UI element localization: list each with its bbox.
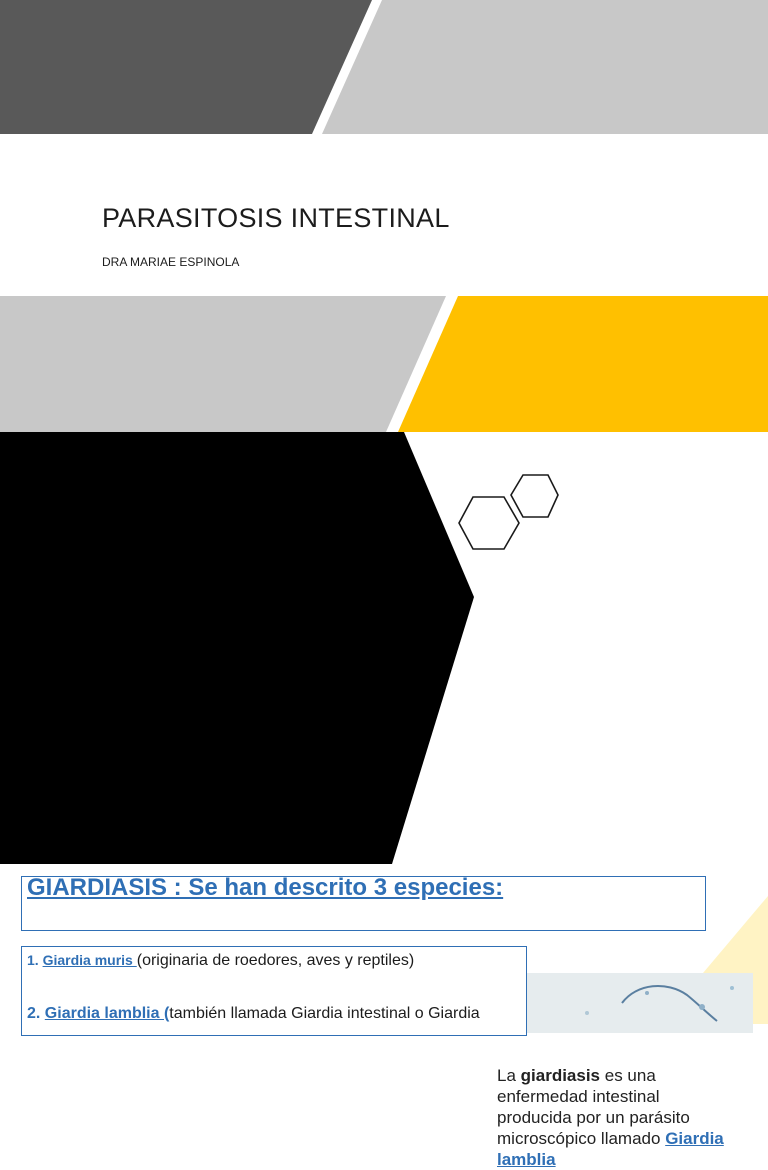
species-heading: GIARDIASIS : Se han descrito 3 especies:	[27, 874, 504, 901]
giardia-lamblia-species-link[interactable]: Giardia lamblia (	[44, 1005, 170, 1022]
hexagon-large	[459, 497, 519, 549]
giardia-muris-link[interactable]: Giardia muris	[42, 952, 137, 968]
light-gray-band-bottom	[0, 296, 446, 432]
black-panel	[0, 432, 474, 864]
item-number: 2.	[27, 1005, 45, 1022]
species-item-2	[27, 1005, 480, 1023]
title-slide	[0, 0, 768, 432]
dark-gray-band	[0, 0, 372, 134]
item-text: (originaria de roedores, aves y reptiles)	[136, 952, 415, 969]
item-number: 1.	[27, 952, 43, 968]
microscope-image	[527, 973, 753, 1033]
giardia-lamblia-link[interactable]: Giardia lamblia	[497, 1129, 724, 1169]
giardiasis-description	[497, 1065, 737, 1170]
presentation-author: DRA MARIAE ESPINOLA	[102, 255, 240, 269]
presentation-title: PARASITOSIS INTESTINAL	[102, 203, 450, 233]
item-text: también llamada Giardia intestinal o Giardia	[169, 1005, 480, 1022]
slide-title: GIARDIASIS	[136, 1060, 388, 1108]
description-prefix: La	[497, 1066, 521, 1085]
description-text: es una enfermedad intestinal producida por un parásito microscópico llamado	[497, 1066, 690, 1148]
light-gray-band-top	[322, 0, 768, 134]
hexagons-icon	[459, 475, 558, 549]
yellow-band	[398, 296, 768, 432]
description-bold-term: giardiasis	[520, 1066, 601, 1085]
species-item-1	[27, 952, 414, 970]
slide-background-shapes	[0, 432, 768, 864]
microscope-image-graphic	[527, 973, 753, 1033]
hexagon-small	[511, 475, 558, 517]
